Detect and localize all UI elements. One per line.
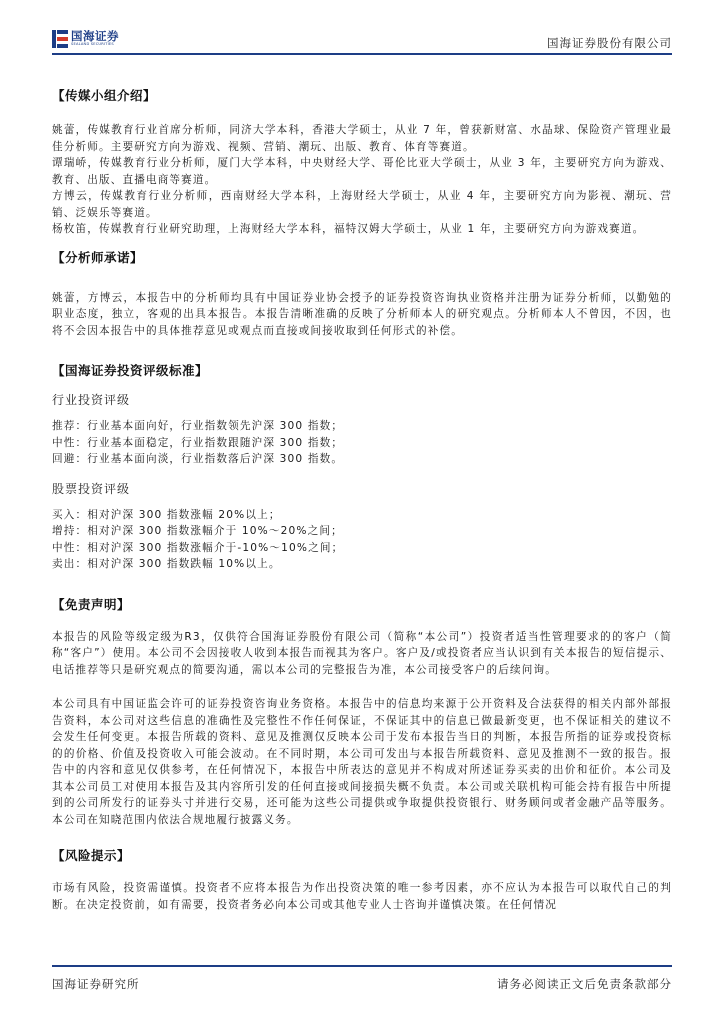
industry-rating-recommend: 推荐：行业基本面向好，行业指数领先沪深 300 指数； xyxy=(52,420,344,432)
commitment-text: 姚蕾，方博云，本报告中的分析师均具有中国证券业协会授予的证券投资咨询执业资格并注册为证券分析师，以勤勉的职业态度，独立，客观的出具本报告。本报告清晰准确的反映了分析师本人的研究观点。分析师本人不曾因，不因，也将不会因本报告中的具体推荐意见或观点而直接或间接收取到任何形式的补偿。 xyxy=(52,291,672,337)
page-header xyxy=(0,0,724,58)
section-title-risk: 【风险提示】 xyxy=(52,848,131,863)
industry-rating-neutral: 中性：行业基本面稳定，行业指数跟随沪深 300 指数； xyxy=(52,436,344,449)
stock-rating-overweight: 增持：相对沪深 300 指数涨幅介于 10%～20%之间； xyxy=(52,525,343,537)
header-company-name: 国海证券股份有限公司 xyxy=(547,36,672,50)
section-title-commitment: 【分析师承诺】 xyxy=(52,249,144,265)
team-bio-tan: 谭瑞峤，传媒教育行业分析师，厦门大学本科，中央财经大学、哥伦比亚大学硕士，从业 3 年，主要研究方向为游戏、教育、出版、直播电商等赛道。 xyxy=(52,157,672,186)
industry-rating-heading: 行业投资评级 xyxy=(52,393,131,407)
page-content xyxy=(52,86,672,913)
risk-text: 市场有风险，投资需谨慎。投资者不应将本报告为作出投资决策的唯一参考因素，亦不应认为本报告可以取代自己的判断。在决定投资前，如有需要，投资者务必向本公司或其他专业人士咨询并谨慎决策。在任何情况 xyxy=(52,882,672,911)
industry-rating-avoid: 回避：行业基本面向淡，行业指数落后沪深 300 指数。 xyxy=(52,453,344,465)
sealand-logo-icon xyxy=(52,30,68,48)
section-title-rating: 【国海证券投资评级标准】 xyxy=(52,363,209,378)
footer-divider xyxy=(52,965,672,967)
header-divider xyxy=(52,53,672,55)
stock-rating-neutral: 中性：相对沪深 300 指数涨幅介于-10%～10%之间； xyxy=(52,541,344,554)
stock-rating-heading: 股票投资评级 xyxy=(52,481,131,496)
footer-institute: 国海证券研究所 xyxy=(52,977,140,991)
disclaimer-paragraph-1: 本报告的风险等级定级为R3，仅供符合国海证券股份有限公司（简称“本公司”）投资者适当性管理要求的的客户（简称“客户”）使用。本公司不会因接收人收到本报告而视其为客户。客户及/或投资者应当认识到有关本报告的短信提示、电话推荐等只是研究观点的简要沟通，需以本公司的完整报告为准，本公司接受客户的后续问询。 xyxy=(52,630,672,676)
logo-english-name: SEALAND SECURITIES xyxy=(71,42,114,47)
team-bio-yao: 姚蕾，传媒教育行业首席分析师，同济大学本科，香港大学硕士，从业 7 年，曾获新财富、水晶球、保险资产管理业最佳分析师。主要研究方向为游戏、视频、营销、潮玩、出版、教育、体育等赛道。 xyxy=(52,124,672,153)
company-logo xyxy=(52,30,119,48)
team-bio-yang: 杨枚笛，传媒教育行业研究助理，上海财经大学本科，福特汉姆大学硕士，从业 1 年，主要研究方向为游戏赛道。 xyxy=(52,223,645,235)
footer-disclaimer-note: 请务必阅读正文后免责条款部分 xyxy=(497,977,672,991)
logo-chinese-name: 国海证券 xyxy=(71,28,119,43)
section-title-disclaimer: 【免责声明】 xyxy=(52,596,131,612)
stock-rating-buy: 买入：相对沪深 300 指数涨幅 20%以上； xyxy=(52,508,281,521)
disclaimer-paragraph-2: 本公司具有中国证监会许可的证券投资咨询业务资格。本报告中的信息均来源于公开资料及合法获得的相关内部外部报告资料，本公司对这些信息的准确性及完整性不作任何保证，不保证其中的信息已做最新变更，也不保证相关的建议不会发生任何变更。本报告所载的资料、意见及推测仅反映本公司于发布本报告当日的判断，本报告所指的证券或投资标的的价格、价值及投资收入可能会波动。在不同时期，本公司可发出与本报告所载资料、意见及推测不一致的报告。报告中的内容和意见仅供参考，在任何情况下，本报告中所表达的意见并不构成对所述证券买卖的出价和征价。本公司及其本公司员工对使用本报告及其内容所引发的任何直接或间接损失概不负责。本公司或关联机构可能会持有报告中所提到的公司所发行的证券头寸并进行交易，还可能为这些公司提供或争取提供投资银行、财务顾问或者金融产品等服务。本公司在知晓范围内依法合规地履行披露义务。 xyxy=(52,698,672,826)
stock-rating-sell: 卖出：相对沪深 300 指数跌幅 10%以上。 xyxy=(52,558,281,570)
team-bio-fang: 方博云，传媒教育行业分析师，西南财经大学本科，上海财经大学硕士，从业 4 年，主要研究方向为影视、潮玩、营销、泛娱乐等赛道。 xyxy=(52,190,672,219)
section-title-team: 【传媒小组介绍】 xyxy=(52,88,157,103)
